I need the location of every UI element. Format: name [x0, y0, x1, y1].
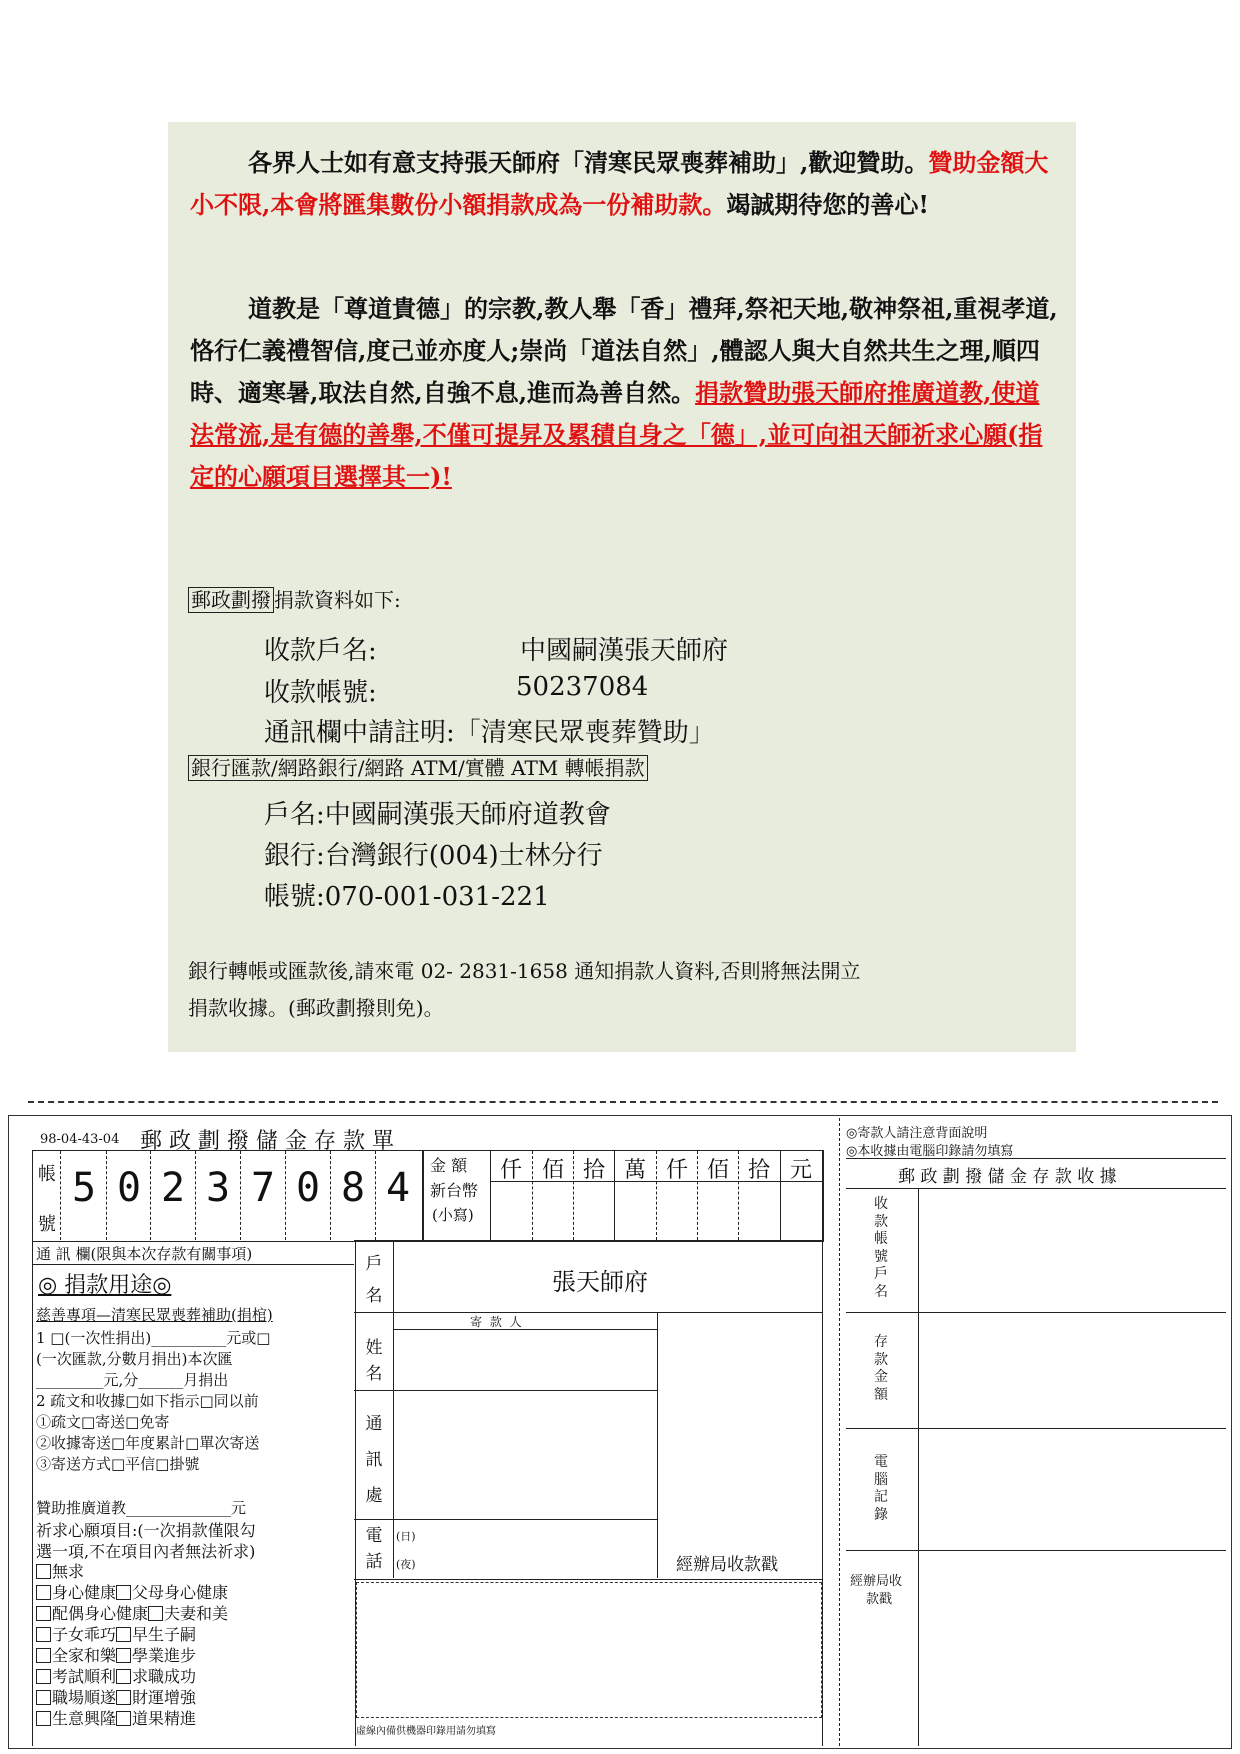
- amount-unit: 萬: [623, 1158, 646, 1183]
- wish-checkbox[interactable]: [116, 1690, 131, 1705]
- postal-name-value: 中國嗣漢張天師府: [520, 636, 729, 666]
- address-label-3: 處: [365, 1486, 383, 1506]
- receipt-row-divider: [846, 1428, 1226, 1429]
- address-divider: [354, 1519, 657, 1520]
- wish-option: 財運增強: [132, 1688, 197, 1707]
- sender-header: 寄 款 人: [470, 1315, 524, 1329]
- amount-note: (小寫): [432, 1206, 474, 1224]
- amount-unit: 元: [789, 1158, 812, 1183]
- receipt-row-divider: [846, 1312, 1226, 1313]
- option2-line: 2 疏文和收據□如下指示□同以前: [36, 1392, 259, 1410]
- address-label-2: 訊: [365, 1450, 383, 1470]
- wish-option: 配偶身心健康: [52, 1604, 149, 1623]
- receipt-label-amount: 存款金額: [874, 1334, 888, 1403]
- payee-value: 張天師府: [552, 1268, 648, 1296]
- option2-sub1: ①疏文□寄送□免寄: [36, 1413, 170, 1431]
- postal-heading: [188, 584, 401, 613]
- acct-digit: 2: [160, 1165, 186, 1211]
- wish-checkbox[interactable]: [36, 1690, 51, 1705]
- acct-digit: 8: [340, 1165, 366, 1211]
- acct-digit: 3: [205, 1165, 231, 1211]
- postal-name-label: 收款戶名:: [264, 636, 377, 666]
- bank-account-name: 戶名:中國嗣漢張天師府道教會: [264, 800, 611, 830]
- acct-digit: 4: [385, 1165, 411, 1211]
- wish-row: [36, 1603, 228, 1624]
- wish-row: [36, 1708, 228, 1729]
- bank-name: 銀行:台灣銀行(004)士林分行: [264, 841, 603, 871]
- acct-divider: [60, 1151, 61, 1240]
- acct-digit: 5: [71, 1165, 97, 1211]
- notice-paragraph-2: [190, 288, 1060, 498]
- footer-note-line2: 捐款收據。(郵政劃撥則免)。: [188, 996, 444, 1020]
- bank-account-number: 帳號:070-001-031-221: [264, 882, 550, 912]
- notice-taoism-text: 道教是「尊道貴德」的宗教,教人舉「香」禮拜,祭祀天地,敬神祭祖,重視孝道,恪行仁義禮智信,度己並亦度人;崇尚「道法自然」,體認人與大自然共生之理,順四時、適寒暑,取法自然,自強不息,進而為善自然。: [190, 294, 1058, 407]
- amount-unit: 仟: [499, 1158, 522, 1183]
- wish-intro-b: 選一項,不在項目內者無法祈求): [36, 1542, 256, 1561]
- receipt-note2: ◎本收據由電腦印錄請勿填寫: [846, 1144, 1014, 1159]
- amount-unit: 拾: [747, 1158, 770, 1183]
- phone-night-label: (夜): [396, 1558, 416, 1571]
- wish-checkbox[interactable]: [116, 1648, 131, 1663]
- stamp-label: 經辦局收款戳: [676, 1555, 778, 1575]
- wish-row: [36, 1666, 228, 1687]
- wish-list: [36, 1561, 228, 1729]
- wish-checkbox[interactable]: [116, 1585, 131, 1600]
- wish-checkbox[interactable]: [36, 1627, 51, 1642]
- wish-checkbox[interactable]: [36, 1585, 51, 1600]
- postal-memo: 通訊欄中請註明:「清寒民眾喪葬贊助」: [264, 718, 715, 748]
- receipt-label-account: 收款帳號戶名: [874, 1196, 888, 1300]
- wish-option: 職場順遂: [52, 1688, 117, 1707]
- notice-amount-text: 贊助金額大小不限,本會將匯集數份小額捐款成為一份補助款。: [190, 148, 1049, 219]
- notice-paragraph-1: [190, 142, 1060, 226]
- acct-digit: 0: [295, 1165, 321, 1211]
- stamp-column-divider: [657, 1312, 658, 1578]
- phone-label-top: 電: [365, 1526, 383, 1546]
- option1-line-c: _________元,分______月捐出: [36, 1371, 229, 1389]
- wish-option: 全家和樂: [52, 1646, 117, 1665]
- receipt-note1: ◎寄款人請注意背面說明: [846, 1126, 988, 1141]
- amount-unit: 仟: [665, 1158, 688, 1183]
- option1-line-b: (一次匯款,分數月捐出)本次匯: [36, 1350, 233, 1368]
- wish-checkbox[interactable]: [36, 1711, 51, 1726]
- wish-option: 夫妻和美: [164, 1604, 229, 1623]
- phone-label-bottom: 話: [365, 1552, 383, 1572]
- wish-option: 求職成功: [132, 1667, 197, 1686]
- donation-notice-panel: [168, 122, 1076, 1052]
- amount-unit: 佰: [706, 1158, 729, 1183]
- wish-checkbox[interactable]: [116, 1627, 131, 1642]
- wish-checkbox[interactable]: [36, 1606, 51, 1621]
- payee-label-bottom: 名: [365, 1286, 383, 1306]
- address-label-1: 通: [365, 1414, 383, 1434]
- wish-option: 子女乖巧: [52, 1625, 117, 1644]
- receipt-title: 郵 政 劃 撥 儲 金 存 款 收 據: [898, 1167, 1117, 1187]
- wish-row: [36, 1561, 228, 1582]
- option2-sub2: ②收據寄送□年度累計□單次寄送: [36, 1434, 260, 1452]
- acct-digit: 7: [250, 1165, 276, 1211]
- sender-name-field[interactable]: [394, 1330, 656, 1390]
- postal-acct-value: 50237084: [516, 672, 649, 702]
- postal-suffix: 捐款資料如下:: [274, 588, 401, 612]
- wish-row: [36, 1645, 228, 1666]
- sender-phone-field[interactable]: [420, 1522, 656, 1576]
- postal-acct-label: 收款帳號:: [264, 678, 377, 708]
- wish-checkbox[interactable]: [36, 1669, 51, 1684]
- sender-name-label-bottom: 名: [365, 1364, 383, 1384]
- payee-label-top: 戶: [365, 1254, 383, 1274]
- wish-option: 學業進步: [132, 1646, 197, 1665]
- receipt-label-record: 電腦記錄: [874, 1454, 888, 1523]
- phone-day-label: (日): [396, 1530, 416, 1543]
- comm-header-divider: [32, 1264, 354, 1265]
- sender-name-label-top: 姓: [365, 1338, 383, 1358]
- machine-print-area: [356, 1582, 822, 1718]
- slip-separator: [822, 1150, 823, 1746]
- wish-row: [36, 1624, 228, 1645]
- wish-option: 父母身心健康: [132, 1583, 229, 1602]
- wish-row: [36, 1582, 228, 1603]
- bank-heading: [188, 752, 648, 781]
- option2-sub3: ③寄送方式□平信□掛號: [36, 1455, 200, 1473]
- comm-header: 通 訊 欄(限與本次存款有關事項): [36, 1245, 253, 1263]
- wish-option: 考試順利: [52, 1667, 117, 1686]
- notice-wish-text: 捐款贊助張天師府推廣道教,使道法常流,是有德的善舉,不僅可提昇及累積自身之「德」,並可向祖天師祈求心願(指定的心願項目選擇其一)!: [190, 378, 1043, 491]
- cut-line: [28, 1101, 1218, 1103]
- promote-line: 贊助推廣道教______________元: [36, 1499, 247, 1517]
- receipt-title-divider: [846, 1188, 1226, 1189]
- wish-option: 早生子嗣: [132, 1625, 197, 1644]
- option1-line-a: 1 □(一次性捐出)__________元或□: [36, 1329, 271, 1347]
- form-number: 98-04-43-04: [40, 1132, 120, 1147]
- wish-option: 無求: [52, 1562, 85, 1581]
- payee-divider: [354, 1312, 822, 1313]
- charity-item: 慈善專項—清寒民眾喪葬補助(捐棺): [36, 1306, 273, 1324]
- wish-intro-a: 祈求心願項目:(一次捐款僅限勾: [36, 1521, 256, 1540]
- machine-note: 虛線內備供機器印錄用請勿填寫: [356, 1726, 496, 1737]
- amount-label: 金 額: [430, 1156, 468, 1175]
- purpose-title: ◎ 捐款用途◎: [38, 1273, 172, 1298]
- receipt-label-stamp-a: 經辦局收: [850, 1574, 903, 1589]
- receipt-label-divider: [918, 1188, 919, 1746]
- amount-unit: 佰: [541, 1158, 564, 1183]
- receipt-label-stamp-b: 款戳: [866, 1592, 893, 1607]
- acct-label-top: 帳: [38, 1164, 56, 1185]
- postal-label: 郵政劃撥: [188, 587, 274, 613]
- bank-label: 銀行匯款/網路銀行/網路 ATM/實體 ATM 轉帳捐款: [188, 755, 648, 781]
- sender-address-field[interactable]: [394, 1391, 656, 1519]
- amount-unit: 拾: [582, 1158, 605, 1183]
- acct-label-bottom: 號: [38, 1214, 56, 1235]
- receipt-cut-line: [839, 1118, 840, 1746]
- slip-title: 郵 政 劃 撥 儲 金 存 款 單: [140, 1129, 394, 1154]
- wish-checkbox[interactable]: [148, 1606, 163, 1621]
- receipt-row-divider: [846, 1550, 1226, 1551]
- wish-checkbox[interactable]: [36, 1648, 51, 1663]
- receipt-box: [846, 1158, 1226, 1747]
- wish-checkbox[interactable]: [116, 1669, 131, 1684]
- wish-option: 道果精進: [132, 1709, 197, 1728]
- wish-checkbox[interactable]: [36, 1564, 51, 1579]
- acct-digit: 0: [116, 1165, 142, 1211]
- amount-currency: 新台幣: [430, 1181, 479, 1200]
- wish-checkbox[interactable]: [116, 1711, 131, 1726]
- wish-row: [36, 1687, 228, 1708]
- footer-note-line1: 銀行轉帳或匯款後,請來電 02- 2831-1658 通知捐款人資料,否則將無法開立: [188, 959, 861, 983]
- notice-thanks-text: 竭誠期待您的善心!: [726, 190, 929, 219]
- wish-option: 生意興隆: [52, 1709, 117, 1728]
- wish-option: 身心健康: [52, 1583, 117, 1602]
- notice-intro-text: 各界人士如有意支持張天師府「清寒民眾喪葬補助」,歡迎贊助。: [248, 148, 929, 177]
